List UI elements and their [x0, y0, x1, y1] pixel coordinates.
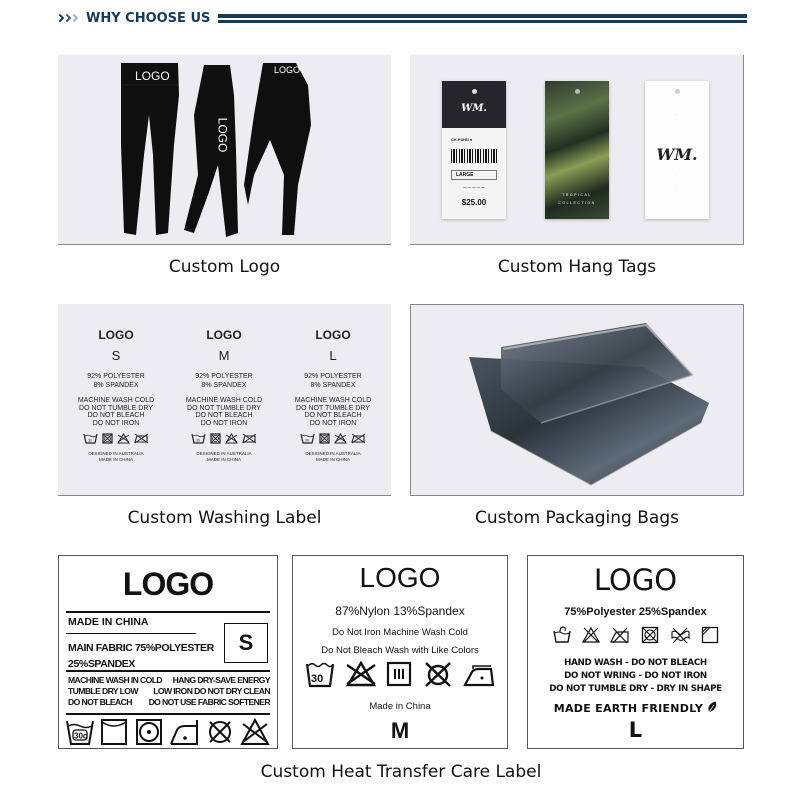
no-bleach-icon [334, 433, 347, 444]
fabric-line: 92% POLYESTER [304, 373, 362, 380]
label-logo: LOGO [206, 328, 242, 342]
heat-transfer-label-s [58, 555, 278, 749]
hang-tag-minimal: · · · · · WM. · · · · · [645, 81, 709, 219]
label-logo: LOGO [98, 328, 134, 342]
logo-print-side: LOGO [215, 117, 230, 153]
label-logo: LOGO [122, 566, 214, 602]
washing-label-s [66, 328, 166, 463]
caption-custom-heat-transfer-care-label: Custom Heat Transfer Care Label [260, 762, 542, 782]
label-logo: LOGO [359, 562, 441, 593]
divider [66, 633, 196, 634]
leaf-icon [707, 701, 717, 713]
no-bleach-icon [345, 660, 377, 688]
svg-text:30: 30 [88, 438, 92, 443]
line-dry-icon [100, 718, 128, 746]
divider [66, 713, 270, 715]
heat-transfer-label-l [527, 555, 744, 749]
no-tumble-dry-icon [641, 626, 659, 644]
care-icons [283, 433, 383, 444]
custom-washing-label-image [58, 304, 391, 496]
size-box: S [224, 623, 268, 663]
care-icons [552, 626, 719, 644]
care-icons [305, 660, 495, 688]
care-line: MACHINE WASH COLD [77, 397, 155, 404]
no-bleach-icon [582, 626, 600, 644]
care-icons [66, 718, 270, 746]
care-line: DO NOT BLEACH [304, 412, 362, 419]
heat-transfer-label-m [292, 555, 508, 749]
divider [66, 611, 270, 613]
no-iron-icon [351, 433, 366, 444]
hand-wash-icon [552, 626, 572, 644]
label-logo: LOGO [593, 563, 678, 597]
custom-hang-tags-image [410, 55, 744, 245]
caption-custom-washing-label: Custom Washing Label [127, 508, 322, 528]
care-line: DO NOT IRON [92, 419, 140, 427]
svg-text:30: 30 [311, 673, 324, 685]
fabric-line: 92% POLYESTER [195, 373, 253, 380]
no-tumble-dry-icon [210, 433, 221, 444]
tag-size: LARGE [451, 170, 497, 180]
logo-print-front: LOGO [135, 69, 170, 83]
care-line: Do Not Iron Machine Wash Cold [332, 627, 468, 638]
origin-line: MADE IN CHINA [315, 457, 350, 462]
care-line: DO NOT TUMBLE DRY [79, 404, 153, 412]
dry-flat-icon [386, 660, 412, 688]
no-bleach-icon [117, 433, 130, 444]
dry-in-shade-icon [701, 626, 719, 644]
no-tumble-dry-icon [319, 433, 330, 444]
no-bleach-icon [225, 433, 238, 444]
care-line: DO NOT BLEACH [195, 412, 253, 419]
eco-text: MADE EARTH FRIENDLY [553, 702, 704, 715]
composition: 75%Polyester 25%Spandex [564, 606, 707, 618]
tag-text-line: TROPICAL [562, 193, 592, 197]
wash-30-icon [305, 660, 335, 688]
divider [66, 670, 270, 672]
hang-tag-barcode: WM. CK.FSHN a LARGE — — — — — $25.00 [442, 81, 506, 219]
wash-30-icon [83, 433, 98, 444]
care-line: DO NOT TUMBLE DRY [296, 404, 370, 412]
double-chevron-right-icon [57, 15, 78, 21]
section-title: WHY CHOOSE US [86, 10, 211, 26]
no-iron-icon [610, 626, 630, 644]
tumble-dry-low-icon [135, 718, 163, 746]
fabric-line: MAIN FABRIC 75%POLYESTER [68, 642, 214, 654]
eco-statement [528, 701, 743, 715]
caption-custom-logo: Custom Logo [168, 257, 281, 277]
custom-logo-image [58, 55, 391, 245]
care-line: DO NOT IRON [200, 419, 248, 427]
origin-line: DESIGNED IN AUSTRALIA [88, 451, 144, 456]
label-size: L [628, 718, 643, 742]
care-icons [174, 433, 274, 444]
tag-sku: CK.FSHN a [451, 137, 473, 142]
section-header [57, 8, 747, 28]
logo-print-back: LOGO [274, 65, 301, 75]
care-icons [66, 433, 166, 444]
tag-text-line: COLLECTION [558, 201, 596, 205]
custom-packaging-bags-image [410, 304, 744, 496]
no-wring-icon [669, 626, 691, 644]
no-iron-icon [242, 433, 257, 444]
packaging-bags-illustration [411, 305, 744, 496]
no-iron-icon [134, 433, 149, 444]
care-line: MACHINE WASH COLD [294, 397, 372, 404]
iron-icon [463, 660, 495, 688]
wash-30c-icon [66, 718, 94, 746]
svg-text:30c: 30c [74, 731, 88, 741]
no-dry-clean-icon [422, 660, 454, 688]
care-line: DO NOT TUMBLE DRY [187, 404, 261, 412]
made-in: Made in China [369, 701, 431, 712]
care-instructions [528, 657, 743, 696]
composition: 87%Nylon 13%Spandex [335, 604, 465, 618]
no-tumble-dry-icon [102, 433, 113, 444]
care-line: DO NOT WRING - DO NOT IRON [564, 671, 707, 681]
brand-mark: WM. [656, 145, 698, 164]
care-instructions: MACHINE WASH IN COLD HANG DRY-SAVE ENERGY TUMBLE DRY LOW LOW IRON DO NOT DRY CLEAN DO NOT BLEACH DO NOT USE FABRIC SOFTENER [68, 675, 270, 707]
care-line: HAND WASH - DO NOT BLEACH [564, 658, 707, 668]
fabric-line: 8% SPANDEX [93, 382, 139, 389]
low-iron-icon [169, 718, 199, 746]
label-size: L [329, 348, 337, 363]
care-line: DO NOT IRON [309, 419, 357, 427]
hang-tag-tropical [545, 81, 609, 219]
wash-30-icon [191, 433, 206, 444]
care-line: DO NOT BLEACH [87, 412, 145, 419]
fabric-line: 25%SPANDEX [68, 658, 135, 670]
origin-line: MADE IN CHINA [206, 457, 241, 462]
brand-mark: WM. [461, 103, 487, 114]
label-size: M [218, 348, 230, 363]
care-line: Do Not Bleach Wash with Like Colors [321, 645, 479, 656]
care-line: MACHINE WASH COLD [185, 397, 263, 404]
no-dry-clean-icon [206, 718, 234, 746]
label-logo: LOGO [315, 328, 351, 342]
caption-custom-packaging-bags: Custom Packaging Bags [475, 508, 679, 528]
origin-line: DESIGNED IN AUSTRALIA [305, 451, 361, 456]
svg-text:30: 30 [196, 438, 200, 443]
caption-custom-hang-tags: Custom Hang Tags [497, 257, 657, 277]
origin-line: MADE IN CHINA [98, 457, 133, 462]
tag-price: $25.00 [461, 198, 487, 207]
fabric-line: 8% SPANDEX [201, 382, 247, 389]
origin-line: DESIGNED IN AUSTRALIA [196, 451, 252, 456]
care-line: DO NOT TUMBLE DRY - DRY IN SHAPE [549, 684, 722, 694]
fabric-line: 92% POLYESTER [87, 373, 145, 380]
washing-label-m [174, 328, 274, 463]
label-size: M [390, 718, 410, 743]
washing-label-l [283, 328, 383, 463]
header-divider [218, 13, 747, 23]
fabric-line: 8% SPANDEX [310, 382, 356, 389]
svg-text:30: 30 [305, 438, 309, 443]
label-size: S [111, 348, 121, 363]
barcode-icon [451, 149, 497, 163]
no-bleach-icon [240, 718, 270, 746]
made-in: MADE IN CHINA [68, 616, 149, 628]
wash-30-icon [300, 433, 315, 444]
